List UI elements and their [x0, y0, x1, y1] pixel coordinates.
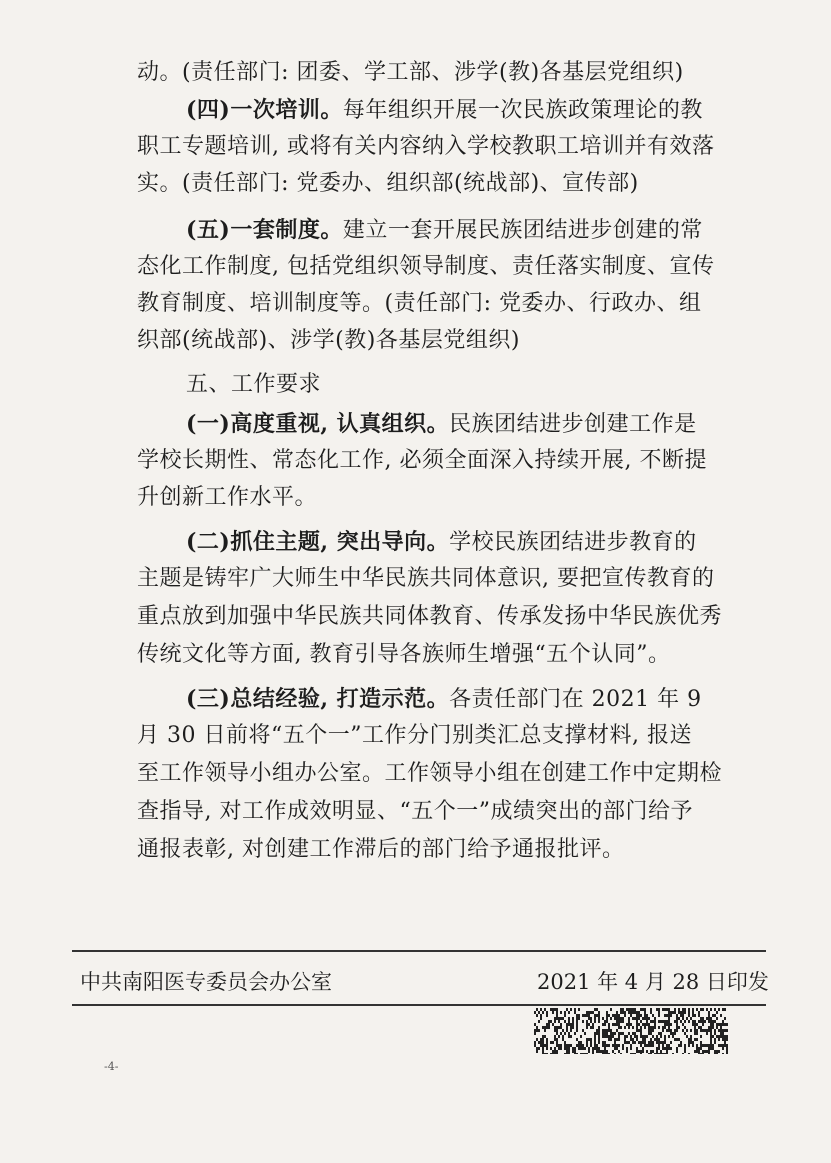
text-run: 主题是铸牢广大师生中华民族共同体意识, 要把宣传教育的 — [137, 566, 715, 591]
text-run: 学校长期性、常态化工作, 必须全面深入持续开展, 不断提 — [137, 448, 707, 473]
text-line — [137, 759, 722, 789]
text-line — [137, 58, 684, 88]
text-run: 传统文化等方面, 教育引导各族师生增强“五个认同”。 — [137, 642, 671, 667]
text-line — [137, 169, 639, 199]
text-line — [186, 215, 703, 246]
text-line — [137, 446, 707, 476]
text-run: 每年组织开展一次民族政策理论的教 — [342, 98, 703, 123]
issue-date: 2021 年 4 月 28 日印发 — [537, 970, 769, 994]
text-run: 职工专题培训, 或将有关内容纳入学校教职工培训并有效落 — [137, 134, 715, 159]
issuer: 中共南阳医专委员会办公室 — [80, 970, 332, 994]
text-run: 通报表彰, 对创建工作滞后的部门给予通报批评。 — [137, 837, 625, 862]
text-run: 查指导, 对工作成效明显、“五个一”成绩突出的部门给予 — [137, 799, 693, 824]
text-run: 织部(统战部)、涉学(教)各基层党组织) — [137, 328, 520, 353]
text-line — [137, 564, 715, 594]
text-line — [186, 527, 697, 558]
barcode-icon — [534, 1008, 728, 1054]
text-run: 态化工作制度, 包括党组织领导制度、责任落实制度、宣传 — [137, 254, 715, 279]
text-run: 动。(责任部门: 团委、学工部、涉学(教)各基层党组织) — [137, 60, 684, 85]
text-run: 重点放到加强中华民族共同体教育、传承发扬中华民族优秀 — [137, 604, 723, 629]
bold-heading: (五)一套制度。 — [186, 217, 343, 243]
text-run: 各责任部门在 2021 年 9 — [449, 687, 702, 712]
text-line — [186, 370, 321, 400]
text-line — [137, 721, 692, 751]
text-line — [137, 835, 625, 865]
text-line — [137, 326, 520, 356]
text-line — [137, 289, 702, 319]
text-line — [186, 684, 702, 715]
bold-heading: (一)高度重视, 认真组织。 — [186, 411, 450, 437]
bold-heading: (四)一次培训。 — [186, 97, 343, 123]
text-run: 五、工作要求 — [186, 372, 322, 397]
text-run: 学校民族团结进步教育的 — [449, 530, 697, 555]
text-line — [137, 602, 722, 632]
text-run: 升创新工作水平。 — [137, 485, 318, 510]
text-run: 建立一套开展民族团结进步创建的常 — [342, 218, 703, 243]
text-line — [186, 409, 697, 440]
footer-rule-bottom — [72, 1004, 766, 1006]
text-line — [137, 640, 670, 670]
text-run: 教育制度、培训制度等。(责任部门: 党委办、行政办、组 — [137, 291, 702, 316]
bold-heading: (二)抓住主题, 突出导向。 — [186, 529, 450, 555]
text-run: 民族团结进步创建工作是 — [449, 412, 697, 437]
text-run: 月 30 日前将“五个一”工作分门别类汇总支撑材料, 报送 — [137, 723, 692, 748]
text-line — [137, 252, 715, 282]
footer-rule-top — [72, 950, 766, 952]
text-line — [137, 132, 715, 162]
text-line — [137, 483, 317, 513]
bold-heading: (三)总结经验, 打造示范。 — [186, 686, 450, 712]
text-line — [186, 95, 703, 126]
text-run: 实。(责任部门: 党委办、组织部(统战部)、宣传部) — [137, 171, 639, 196]
page-number: -4- — [104, 1060, 119, 1073]
text-run: 至工作领导小组办公室。工作领导小组在创建工作中定期检 — [137, 761, 723, 786]
text-line — [137, 797, 693, 827]
